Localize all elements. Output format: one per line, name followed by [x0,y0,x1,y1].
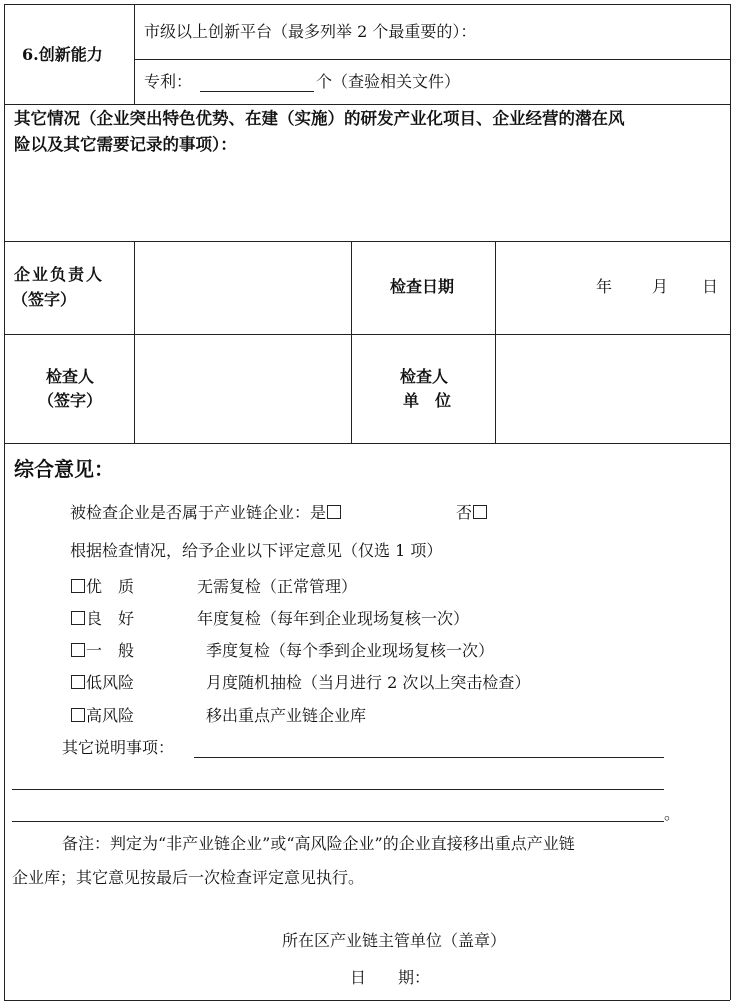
row-divider-inspector [4,334,730,335]
remark-line2: 企业库；其它意见按最后一次检查评定意见执行。 [12,868,365,887]
opinion-title: 综合意见： [14,457,114,481]
rating-checkbox[interactable] [71,579,85,593]
col-divider-2 [351,241,352,443]
chain-question-text: 被检查企业是否属于产业链企业：是 [70,503,327,522]
other-notes-field[interactable] [12,789,664,790]
row-divider-innovation [134,59,730,60]
date-label: 日 期： [350,968,431,987]
rating-instruction: 根据检查情况，给予企业以下评定意见（仅选 1 项） [70,541,443,560]
rating-row [70,706,134,726]
platform-prompt: 市级以上创新平台（最多列举 2 个最重要的）： [144,22,477,41]
seal-label: 所在区产业链主管单位（盖章） [282,931,507,950]
table-border-top [4,4,730,5]
inspector-label: 检查人 [46,367,95,386]
rating-action: 季度复检（每个季到企业现场复核一次） [206,641,495,660]
no-label: 否 [456,503,473,522]
date-day: 日 [702,277,719,296]
rating-checkbox[interactable] [71,611,85,625]
rating-grade: 优 质 [86,577,135,596]
rating-checkbox[interactable] [71,708,85,722]
remark-line1: 备注：判定为“非产业链企业”或“高风险企业”的企业直接移出重点产业链 [62,834,575,853]
rating-grade: 低风险 [86,673,135,692]
inspector-sign-hint: （签字） [38,391,103,410]
rating-row [70,673,134,693]
other-notes-field[interactable] [12,821,664,822]
col-divider-1 [134,241,135,443]
rating-row [70,577,134,597]
rating-checkbox[interactable] [71,675,85,689]
no-checkbox[interactable] [473,505,487,519]
table-border-right [730,4,731,1000]
other-notes-field[interactable] [194,757,664,758]
date-year: 年 [596,277,613,296]
table-border-left [4,4,5,1000]
rating-action: 月度随机抽检（当月进行 2 次以上突击检查） [206,673,531,692]
patent-prefix: 专利： [144,72,193,91]
row-divider-sign [4,241,730,242]
rating-action: 移出重点产业链企业库 [206,706,367,725]
rating-action: 无需复检（正常管理） [197,577,358,596]
notes-period: 。 [664,804,681,823]
other-notes-label: 其它说明事项： [62,738,175,757]
leader-sign-hint: （签字） [12,290,77,309]
row-divider-opinion [4,443,730,444]
yes-checkbox[interactable] [327,505,341,519]
inspector-unit-label-2: 单 位 [403,391,452,410]
rating-checkbox[interactable] [71,643,85,657]
rating-row [70,641,134,661]
chain-question [70,503,342,523]
patent-suffix: 个（查验相关文件） [316,72,461,91]
leader-label: 企业负责人 [14,265,105,284]
check-date-label: 检查日期 [390,277,455,296]
rating-row [70,609,134,629]
patent-count-field[interactable] [200,91,314,92]
inspector-unit-label: 检查人 [400,367,449,386]
other-situation-line1: 其它情况（企业突出特色优势、在建（实施）的研发产业化项目、企业经营的潜在风 [14,109,625,128]
rating-grade: 一 般 [86,641,135,660]
table-border-bottom [4,1000,730,1001]
date-month: 月 [652,277,669,296]
col-divider-innovation [134,4,135,104]
rating-grade: 良 好 [86,609,135,628]
rating-action: 年度复检（每年到企业现场复核一次） [197,609,470,628]
no-option [456,503,488,523]
col-divider-3 [495,241,496,443]
innovation-label: 6.创新能力 [22,45,103,64]
rating-grade: 高风险 [86,706,135,725]
row-divider-other [4,104,730,105]
other-situation-line2: 险以及其它需要记录的事项）： [14,135,237,154]
